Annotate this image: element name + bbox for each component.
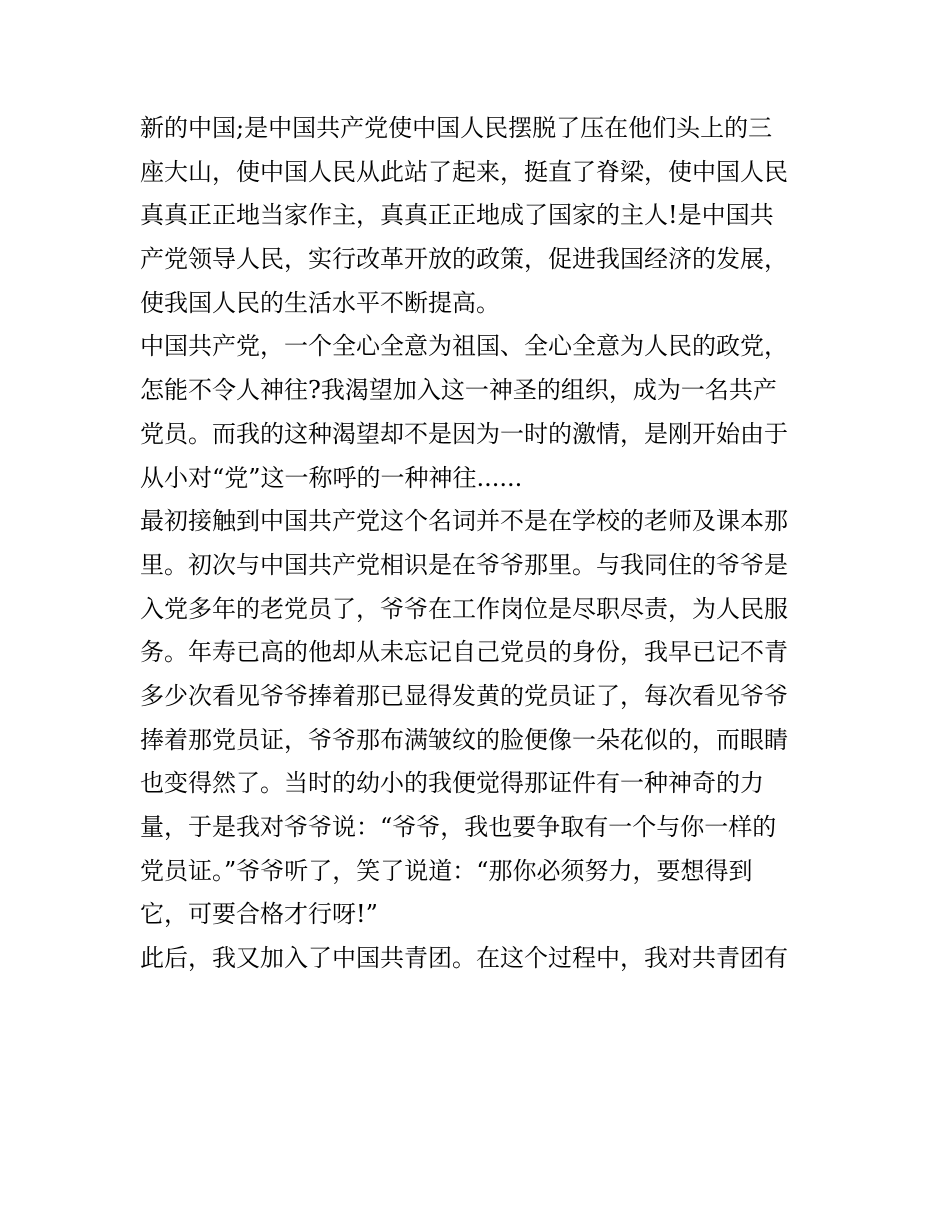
body-text (140, 107, 820, 981)
text-line: 最初接触到中国共产党这个名词并不是在学校的老师及课本那 (140, 507, 788, 536)
text-line: 党员。而我的这种渴望却不是因为一时的激情，是刚开始由于 (140, 419, 788, 448)
text-line: 产党领导人民，实行改革开放的政策，促进我国经济的发展， (140, 245, 788, 274)
text-line: 也变得然了。当时的幼小的我便觉得那证件有一种神奇的力 (140, 769, 764, 798)
text-line: 新的中国;是中国共产党使中国人民摆脱了压在他们头上的三 (140, 114, 773, 142)
text-line: 捧着那党员证，爷爷那布满皱纹的脸便像一朵花似的，而眼睛 (140, 725, 788, 754)
text-line: 座大山，使中国人民从此站了起来，挺直了脊梁，使中国人民 (140, 157, 788, 186)
text-line: 真真正正地当家作主，真真正正地成了国家的主人!是中国共 (140, 201, 774, 230)
text-line: 从小对“党”这一称呼的一种神往...... (140, 463, 523, 492)
text-line: 使我国人民的生活水平不断提高。 (140, 288, 500, 317)
text-line: 量，于是我对爷爷说：“爷爷，我也要争取有一个与你一样的 (140, 813, 777, 841)
text-line: 务。年寿已高的他却从未忘记自己党员的身份，我早已记不青 (140, 638, 788, 667)
text-line: 里。初次与中国共产党相识是在爷爷那里。与我同住的爷爷是 (140, 550, 788, 579)
text-line: 怎能不令人神往?我渴望加入这一神圣的组织，成为一名共产 (140, 376, 777, 405)
text-line: 入党多年的老党员了，爷爷在工作岗位是尽职尽责，为人民服 (140, 594, 788, 623)
text-line: 此后，我又加入了中国共青团。在这个过程中，我对共青团有 (140, 944, 788, 973)
text-line: 中国共产党，一个全心全意为祖国、全心全意为人民的政党， (140, 332, 788, 361)
text-line: 多少次看见爷爷捧着那已显得发黄的党员证了，每次看见爷爷 (140, 681, 788, 710)
text-line: 党员证。”爷爷听了，笑了说道：“那你必须努力，要想得到 (140, 856, 753, 885)
text-line: 它，可要合格才行呀!” (140, 900, 378, 929)
